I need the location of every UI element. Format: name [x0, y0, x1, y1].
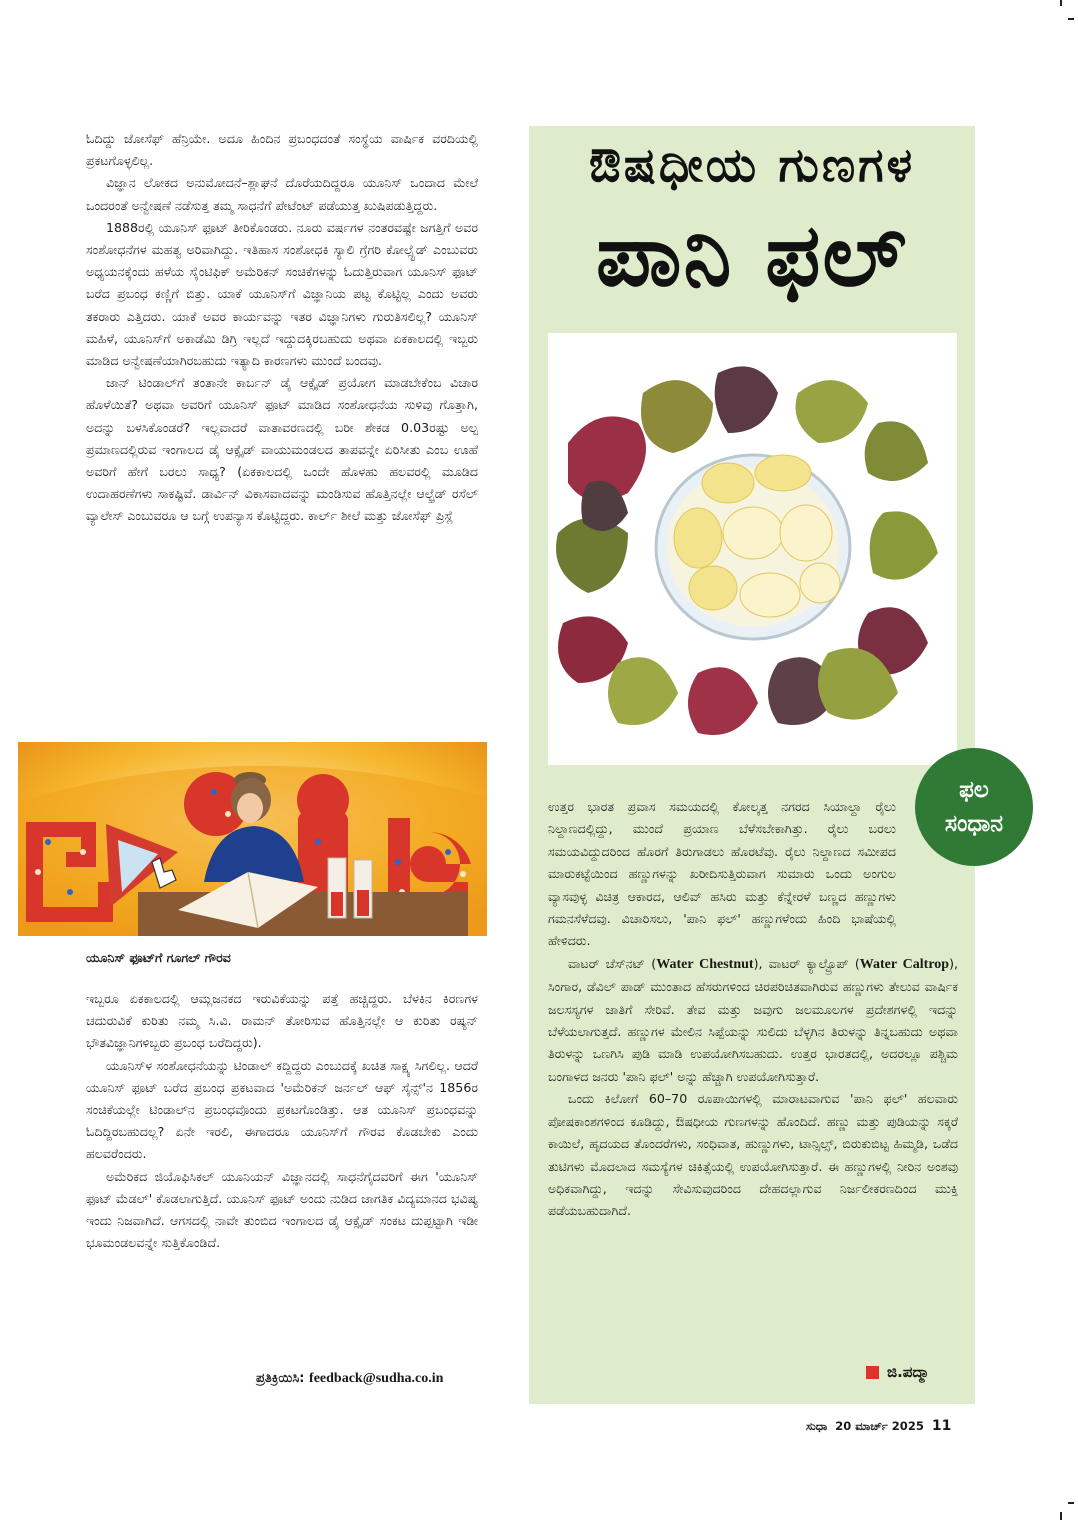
image-caption: ಯೂನಿಸ್ ಫೂಟ್‌ಗೆ ಗೂಗಲ್ ಗೌರವ	[86, 950, 231, 965]
feature-paragraph: ಒಂದು ಕಿಲೋಗೆ 60–70 ರೂಪಾಯಿಗಳಲ್ಲಿ ಮಾರಾಟವಾಗುವ 'ಪಾನಿ ಫಲ್' ಹಲವಾರು ಪೋಷಕಾಂಶಗಳಿಂದ ಕೂಡಿದ್ದು, ಔಷಧೀಯ ಗುಣಗಳನ್ನು ಹೊಂದಿದೆ. ಹಣ್ಣು ಮತ್ತು ಪುಡಿಯನ್ನು ಸಕ್ಕರೆ ಕಾಯಿಲೆ, ಹೃದಯದ ತೊಂದರೆಗಳು, ಸಂಧಿವಾತ, ಹುಣ್ಣುಗಳು, ಟಾನ್ಸಿಲ್ಸ್, ಬಿರುಕುಬಿಟ್ಟ ಹಿಮ್ಮಡಿ, ಒಡೆದ ತುಟಿಗಳು ಮೊದಲಾದ ಸಮಸ್ಯೆಗಳ ಚಿಕಿತ್ಸೆಯಲ್ಲಿ ಉಪಯೋಗಿಸುತ್ತಾರೆ. ಈ ಹಣ್ಣುಗಳಲ್ಲಿ ನೀರಿನ ಅಂಶವು ಅಧಿಕವಾಗಿದ್ದು, ಇದನ್ನು ಸೇವಿಸುವುದರಿಂದ ದೇಹದಲ್ಲಾಗುವ ನಿರ್ಜಲೀಕರಣದಿಂದ ಮುಕ್ತಿ ಪಡೆಯಬಹುದಾಗಿದೆ.	[548, 1091, 958, 1219]
article-paragraph: ಓದಿದ್ದು ಜೋಸೆಫ್ ಹೆನ್ರಿಯೇ. ಅದೂ ಹಿಂದಿನ ಪ್ರಬಂಧದಂತೆ ಸಂಸ್ಥೆಯ ವಾರ್ಷಿಕ ವರದಿಯಲ್ಲಿ ಪ್ರಕಟಗೊಳ್ಳಲಿಲ್ಲ.	[86, 131, 478, 169]
latin-name: Water Chestnut	[656, 956, 754, 972]
latin-name: Water Caltrop	[859, 956, 950, 972]
badge-line1: ಫಲ	[959, 777, 989, 803]
article-paragraph: ಇಬ್ಬರೂ ಏಕಕಾಲದಲ್ಲಿ ಆಮ್ಲಜನಕದ ಇರುವಿಕೆಯನ್ನು ಪತ್ತೆ ಹಚ್ಚಿದ್ದರು. ಬೆಳಕಿನ ಕಿರಣಗಳ ಚದುರುವಿಕೆ ಕುರಿತು ನಮ್ಮ ಸಿ.ವಿ. ರಾಮನ್ ತೋರಿಸುವ ಹೊತ್ತಿನಲ್ಲೇ ಆ ಕುರಿತು ರಷ್ಯನ್ ಭೌತವಿಜ್ಞಾನಿಗಳಿಬ್ಬರು ಪ್ರಬಂಧ ಬರೆದಿದ್ದರು).	[86, 991, 478, 1051]
badge-line2: ಸಂಧಾನ	[944, 811, 1004, 837]
crop-mark	[1060, 0, 1062, 6]
feature-title-line1: ಔಷಧೀಯ ಗುಣಗಳ	[588, 138, 916, 193]
crop-mark	[1060, 1512, 1062, 1520]
article-paragraph: 1888ರಲ್ಲಿ ಯೂನಿಸ್ ಫೂಟ್ ತೀರಿಕೊಂಡರು. ನೂರು ವರ್ಷಗಳ ನಂತರವಷ್ಟೇ ಜಗತ್ತಿಗೆ ಅವರ ಸಂಶೋಧನೆಗಳ ಮಹತ್ವ ಅರಿವಾಗಿದ್ದು. ಇತಿಹಾಸ ಸಂಶೋಧಕಿ ಸ್ಯಾಲಿ ಗ್ರೆಗರಿ ಕೋಲ್ಸ್ಟೆಡ್ ಎಂಬುವರು ಅಧ್ಯಯನಕ್ಕೆಂದು ಹಳೆಯ ಸೈಂಟಿಫಿಕ್ ಅಮೆರಿಕನ್ ಸಂಚಿಕೆಗಳನ್ನು ಓದುತ್ತಿರುವಾಗ ಯೂನಿಸ್ ಫೂಟ್ ಬರೆದ ಪ್ರಬಂಧ ಕಣ್ಣಿಗೆ ಬಿತ್ತು. ಯಾಕೆ ಯೂನಿಸ್‌ಗೆ ವಿಜ್ಞಾನಿಯ ಪಟ್ಟ ಕೊಟ್ಟಿಲ್ಲ ಎಂದು ಅವರು ತಕರಾರು ಎತ್ತಿದರು. ಯಾಕೆ ಅವರ ಕಾರ್ಯವನ್ನು ಇತರ ವಿಜ್ಞಾನಿಗಳು ಗುರುತಿಸಲಿಲ್ಲ? ಯೂನಿಸ್ ಮಹಿಳೆ, ಯೂನಿಸ್‌ಗೆ ಅಕಾಡೆಮಿ ಡಿಗ್ರಿ ಇಲ್ಲದೆ ಇದ್ದುದಕ್ಕಿರಬಹುದು ಅಥವಾ ಏಕಕಾಲದಲ್ಲಿ ಇಬ್ಬರು ಮಾಡಿದ ಅನ್ವೇಷಣೆಯಾಗಿರಬಹುದು ಇತ್ಯಾದಿ ಕಾರಣಗಳು ಮುಂದೆ ಬಂದವು.	[86, 219, 478, 369]
page-number: 11	[931, 1418, 952, 1434]
author-square-icon	[866, 1366, 879, 1379]
water-chestnut-photo	[548, 333, 957, 765]
article-paragraph: ಜಾನ್ ಟಿಂಡಾಲ್‌ಗೆ ತಂತಾನೇ ಕಾರ್ಬನ್ ಡೈ ಆಕ್ಸೈಡ್ ಪ್ರಯೋಗ ಮಾಡಬೇಕೆಂಬ ವಿಚಾರ ಹೊಳೆಯಿತೆ? ಅಥವಾ ಅವರಿಗೆ ಯೂನಿಸ್ ಫೂಟ್ ಮಾಡಿದ ಸಂಶೋಧನೆಯ ಸುಳಿವು ಗೊತ್ತಾಗಿ, ಅದನ್ನು ಬಳಸಿಕೊಂಡರೆ? ಇಲ್ಲವಾದರೆ ವಾತಾವರಣದಲ್ಲಿ ಬರೀ ಶೇಕಡ 0.03ರಷ್ಟು ಅಲ್ಪ ಪ್ರಮಾಣದಲ್ಲಿರುವ ಇಂಗಾಲದ ಡೈ ಆಕ್ಸೈಡ್ ವಾಯುಮಂಡಲದ ತಾಪವನ್ನೇ ಏರಿಸೀತು ಎಂಬ ಊಹೆ ಅವರಿಗೆ ಹೇಗೆ ಬರಲು ಸಾಧ್ಯ? (ಏಕಕಾಲದಲ್ಲಿ ಒಂದೇ ಹೊಳಹು ಹಲವರಲ್ಲಿ ಮೂಡಿದ ಉದಾಹರಣೆಗಳು ಸಾಕಷ್ಟಿವೆ. ಡಾರ್ವಿನ್ ವಿಕಾಸವಾದವನ್ನು ಮಂಡಿಸುವ ಹೊತ್ತಿನಲ್ಲೇ ಆಲ್ಫ್ರೆಡ್ ರಸೆಲ್ ವ್ಯಾಲೇಸ್ ಎಂಬುವರೂ ಆ ಬಗ್ಗೆ ಉಪನ್ಯಾಸ ಕೊಟ್ಟಿದ್ದರು. ಕಾರ್ಲ್ ಶೀಲೆ ಮತ್ತು ಜೋಸೆಫ್ ಪ್ರಿಸ್ಲೆ	[86, 375, 478, 524]
left-article-bottom	[86, 988, 478, 1254]
article-paragraph: ಅಮೆರಿಕದ ಜಿಯೊಫಿಸಿಕಲ್ ಯೂನಿಯನ್ ವಿಜ್ಞಾನದಲ್ಲಿ ಸಾಧನೆಗೈದವರಿಗೆ ಈಗ 'ಯೂನಿಸ್ ಫೂಟ್ ಮೆಡಲ್' ಕೊಡಲಾಗುತ್ತಿದೆ. ಯೂನಿಸ್ ಫೂಟ್ ಅಂದು ನುಡಿದ ಜಾಗತಿಕ ವಿದ್ಯಮಾನದ ಭವಿಷ್ಯ ಇಂದು ನಿಜವಾಗಿದೆ. ಆಗಸದಲ್ಲಿ ನಾವೇ ತುಂಬಿದ ಇಂಗಾಲದ ಡೈ ಆಕ್ಸೈಡ್ ಸಂಕಟ ದುಪ್ಪಟ್ಟಾಗಿ ಇಡೀ ಭೂಮಂಡಲವನ್ನೇ ಸುತ್ತಿಕೊಂಡಿದೆ.	[86, 1168, 478, 1251]
feature-title-line2: ಪಾನಿ ಫಲ್	[596, 206, 908, 306]
issue-date: 20 ಮಾರ್ಚ್ 2025	[835, 1418, 924, 1433]
fruit-illustration	[548, 333, 957, 765]
page-footer	[806, 1418, 951, 1434]
text-run: ವಾಟರ್ ಚೆಸ್‌ನಟ್ (	[568, 955, 657, 971]
feature-paragraph: ಉತ್ತರ ಭಾರತ ಪ್ರವಾಸ ಸಮಯದಲ್ಲಿ ಕೋಲ್ಕತ್ತ ನಗರದ ಸಿಯಾಲ್ದಾ ರೈಲು ನಿಲ್ದಾಣದಲ್ಲಿದ್ದು, ಮುಂದೆ ಪ್ರಯಾಣ ಬೆಳೆಸಬೇಕಾಗಿತ್ತು. ರೈಲು ಬರಲು ಸಮಯವಿದ್ದುದರಿಂದ ಹೊರಗೆ ತಿರುಗಾಡಲು ಹೊರಟೆವು. ರೈಲು ನಿಲ್ದಾಣದ ಸಮೀಪದ ಮಾರುಕಟ್ಟೆಯಿಂದ ಹಣ್ಣುಗಳನ್ನು ಖರೀದಿಸುತ್ತಿರುವಾಗ ಸುಮಾರು ಒಂದು ಅಂಗುಲ ವ್ಯಾಸವುಳ್ಳ ವಿಚಿತ್ರ ಆಕಾರದ, ಆಲಿವ್ ಹಸಿರು ಮತ್ತು ಕೆನ್ನೇರಳೆ ಬಣ್ಣದ ಹಣ್ಣುಗಳು ಗಮನಸೆಳೆದವು. ವಿಚಾರಿಸಲು, 'ಪಾನಿ ಫಲ್' ಹಣ್ಣುಗಳೆಂದು ಹಿಂದಿ ಭಾಷೆಯಲ್ಲಿ ಹೇಳಿದರು.	[548, 799, 896, 949]
doodle-illustration	[18, 742, 487, 936]
article-paragraph: ಯೂನಿಸ್‌ಳ ಸಂಶೋಧನೆಯನ್ನು ಟಿಂಡಾಲ್ ಕದ್ದಿದ್ದರು ಎಂಬುದಕ್ಕೆ ಖಚಿತ ಸಾಕ್ಷ್ಯ ಸಿಗಲಿಲ್ಲ. ಆದರೆ ಯೂನಿಸ್ ಫೂಟ್ ಬರೆದ ಪ್ರಬಂಧ ಪ್ರಕಟವಾದ 'ಅಮೆರಿಕನ್ ಜರ್ನಲ್ ಆಫ್ ಸೈನ್ಸ್'ನ 1856ರ ಸಂಚಿಕೆಯಲ್ಲೇ ಟಿಂಡಾಲ್‌ನ ಪ್ರಬಂಧವೊಂದು ಪ್ರಕಟಗೊಂಡಿತ್ತು. ಆತ ಯೂನಿಸ್ ಪ್ರಬಂಧವನ್ನು ಓದಿದ್ದಿರಬಹುದಲ್ಲ? ಏನೇ ಇರಲಿ, ಈಗಾದರೂ ಯೂನಿಸ್‌ಗೆ ಗೌರವ ಕೊಡಬೇಕು ಎಂದು ಹಲವರೆಂದರು.	[86, 1057, 478, 1162]
author-byline	[866, 1363, 929, 1381]
feedback-label: ಪ್ರತಿಕ್ರಿಯಿಸಿ:	[256, 1371, 305, 1386]
magazine-name: ಸುಧಾ	[806, 1418, 828, 1433]
author-name: ಜಿ.ಪದ್ಮಾ	[887, 1363, 930, 1381]
crop-mark	[1068, 1502, 1074, 1504]
google-doodle-image	[18, 742, 487, 936]
feedback-email[interactable]: feedback@sudha.co.in	[309, 1371, 444, 1386]
feature-body	[548, 796, 958, 1223]
text-run: ), ಸಿಂಗಾರ, ಡೆವಿಲ್ ಪಾಡ್ ಮುಂತಾದ ಹೆಸರುಗಳಿಂದ ಚಿರಪರಿಚಿತವಾಗಿರುವ ಹಣ್ಣುಗಳು ತೇಲುವ ವಾರ್ಷಿಕ ಜಲಸಸ್ಯಗಳ ಜಾತಿಗೆ ಸೇರಿವೆ. ತೇವ ಮತ್ತು ಜವುಗು ಜಲಮೂಲಗಳ ಪ್ರದೇಶಗಳಲ್ಲಿ ಇದನ್ನು ಬೆಳೆಯಲಾಗುತ್ತದೆ. ಹಣ್ಣುಗಳ ಮೇಲಿನ ಸಿಪ್ಪೆಯನ್ನು ಸುಲಿದು ಬೆಳ್ಳಗಿನ ತಿರುಳನ್ನು ತಿನ್ನಬಹುದು ಅಥವಾ ತಿರುಳನ್ನು ಒಣಗಿಸಿ ಪುಡಿ ಮಾಡಿ ಉಪಯೋಗಿಸಬಹುದು. ಉತ್ತರ ಭಾರತದಲ್ಲಿ, ಅದರಲ್ಲೂ ಪಶ್ಚಿಮ ಬಂಗಾಳದ ಜನರು 'ಪಾನಿ ಫಲ್' ಅನ್ನು ಹೆಚ್ಚಾಗಿ ಉಪಯೋಗಿಸುತ್ತಾರೆ.	[548, 955, 958, 1084]
text-run: ), ವಾಟರ್ ಕ್ಯಾಲ್ಟ್ರೊಪ್ (	[753, 955, 860, 971]
feedback-line	[256, 1371, 443, 1387]
feature-paragraph	[548, 953, 958, 1088]
left-article-column	[86, 128, 478, 528]
article-paragraph: ವಿಜ್ಞಾನ ಲೋಕದ ಅನುಮೋದನೆ–ಶ್ಲಾಘನೆ ದೊರೆಯದಿದ್ದರೂ ಯೂನಿಸ್ ಒಂದಾದ ಮೇಲೆ ಒಂದರಂತೆ ಅನ್ವೇಷಣೆ ನಡೆಸುತ್ತ ತಮ್ಮ ಸಾಧನೆಗೆ ಪೇಟೆಂಟ್ ಪಡೆಯುತ್ತ ಖುಷಿಪಡುತ್ತಿದ್ದರು.	[86, 175, 478, 213]
crop-mark	[1068, 18, 1074, 20]
